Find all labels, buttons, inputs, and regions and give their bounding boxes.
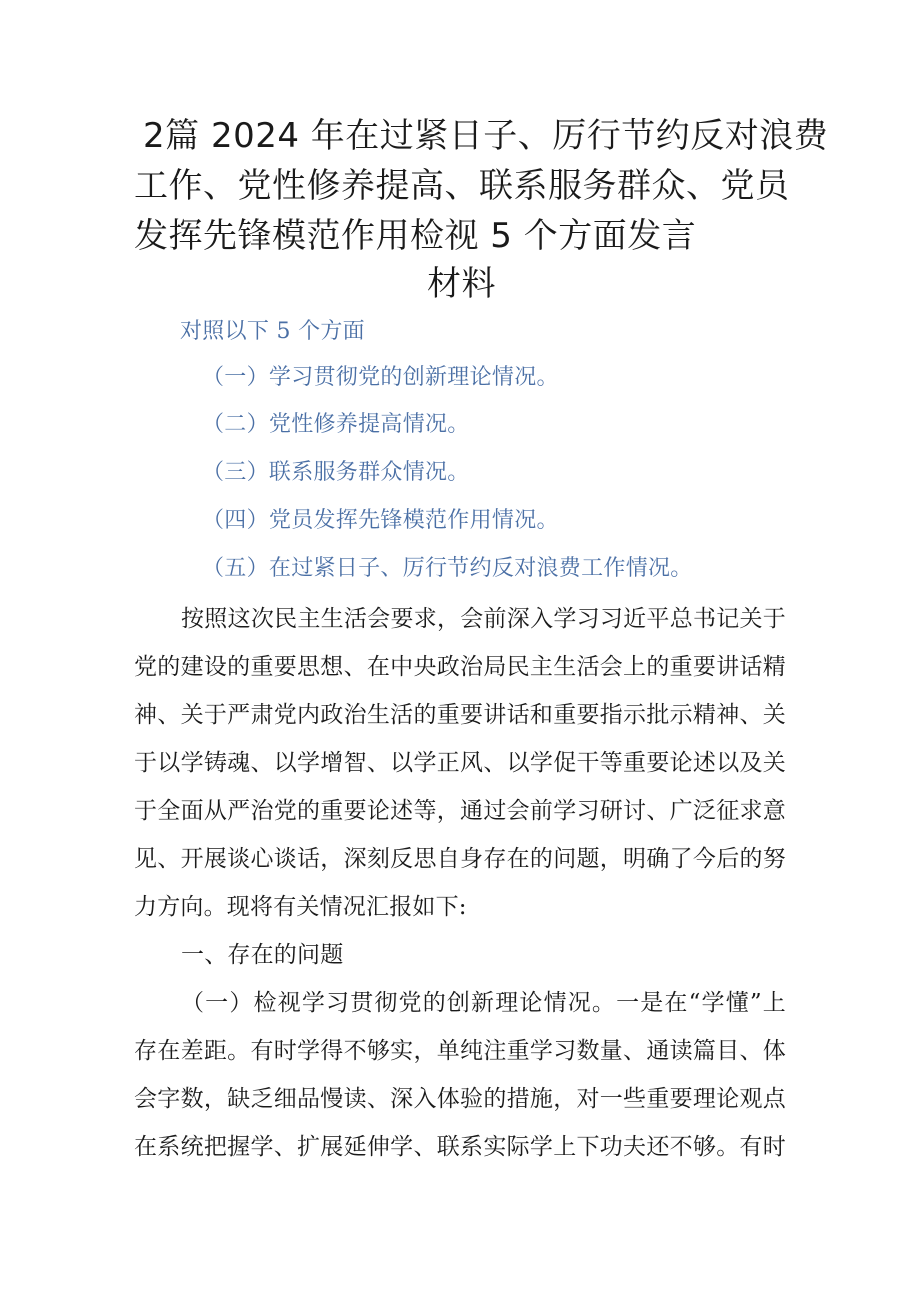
aspect-item: （一）学习贯彻党的创新理论情况。 [202, 365, 559, 390]
aspect-item: （五）在过紧日子、厉行节约反对浪费工作情况。 [202, 556, 693, 581]
body-line: 神、关于严肃党内政治生活的重要讲话和重要指示批示精神、关 [134, 702, 786, 728]
body-line: 会字数，缺乏细品慢读、深入体验的措施，对一些重要理论观点 [134, 1086, 786, 1112]
title-line-2: 工作、党性修养提高、联系服务群众、党员 [134, 166, 790, 206]
body-line: 在系统把握学、扩展延伸学、联系实际学上下功夫还不够。有时 [134, 1134, 786, 1160]
body-line: 力方向。现将有关情况汇报如下: [134, 894, 467, 920]
title-line-4: 材料 [427, 264, 496, 304]
aspect-item: （二）党性修养提高情况。 [202, 412, 470, 437]
body-line: 存在差距。有时学得不够实，单纯注重学习数量、通读篇目、体 [134, 1038, 786, 1064]
title-line-1: 2篇 2024 年在过紧日子、厉行节约反对浪费 [143, 116, 829, 156]
body-line: （一）检视学习贯彻党的创新理论情况。一是在“学懂”上 [181, 990, 786, 1016]
title-line-3: 发挥先锋模范作用检视 5 个方面发言 [134, 216, 697, 256]
body-line: 党的建设的重要思想、在中央政治局民主生活会上的重要讲话精 [134, 654, 786, 680]
aspects-intro: 对照以下 5 个方面 [180, 319, 365, 344]
aspect-item: （四）党员发挥先锋模范作用情况。 [202, 508, 559, 533]
aspect-item: （三）联系服务群众情况。 [202, 460, 470, 485]
body-line: 按照这次民主生活会要求，会前深入学习习近平总书记关于 [181, 606, 786, 632]
body-line: 见、开展谈心谈话，深刻反思自身存在的问题，明确了今后的努 [134, 846, 786, 872]
section-heading: 一、存在的问题 [181, 942, 344, 968]
body-line: 于全面从严治党的重要论述等，通过会前学习研讨、广泛征求意 [134, 798, 786, 824]
body-line: 于以学铸魂、以学增智、以学正风、以学促干等重要论述以及关 [134, 750, 786, 776]
